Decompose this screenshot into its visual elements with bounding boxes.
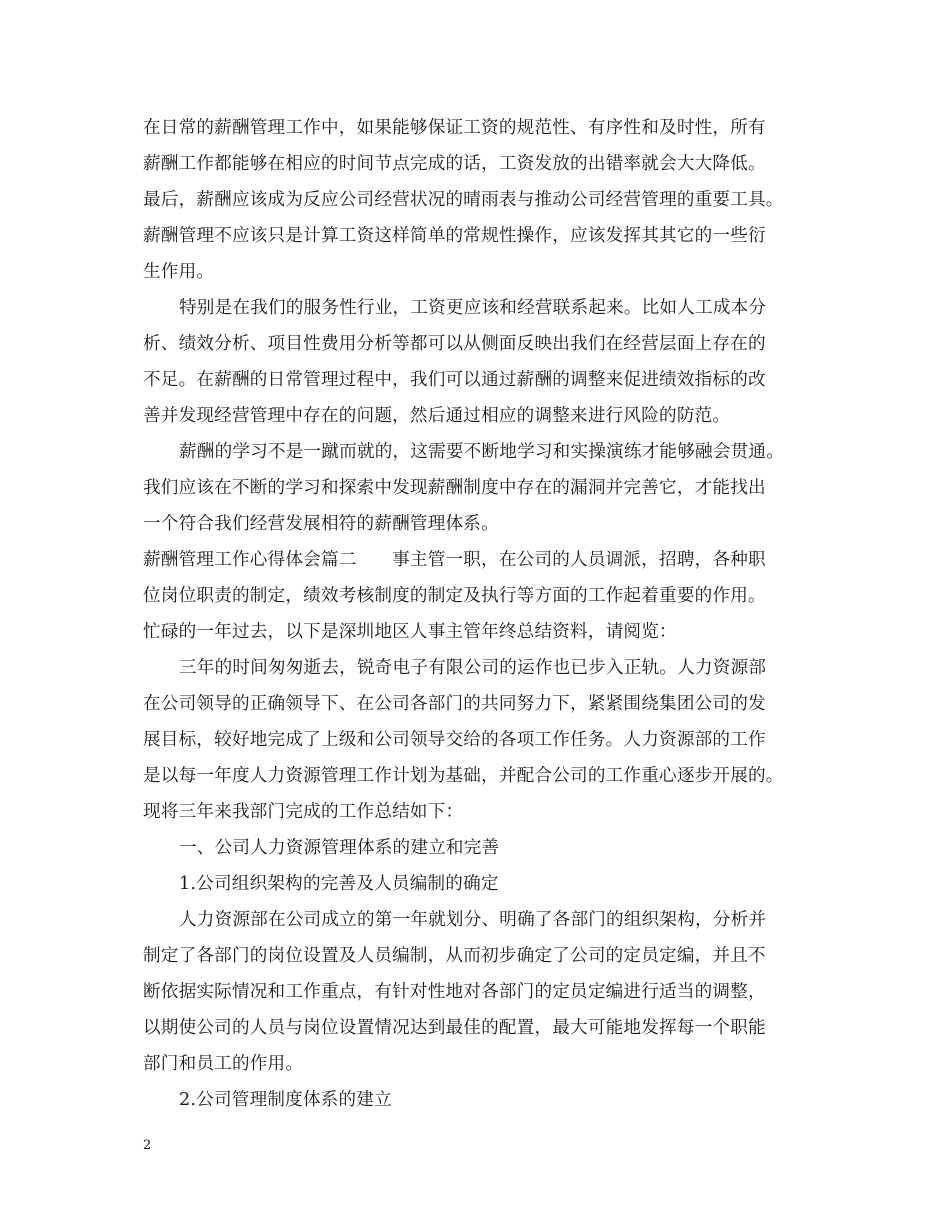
text-line: 不足。在薪酬的日常管理过程中，我们可以通过薪酬的调整来促进绩效指标的改	[143, 370, 766, 390]
text-line: 生作用。	[143, 262, 215, 282]
text-line: 在日常的薪酬管理工作中，如果能够保证工资的规范性、有序性和及时性，所有	[143, 118, 766, 138]
text-line: 在公司领导的正确领导下、在公司各部门的共同努力下，紧紧围绕集团公司的发	[143, 694, 766, 714]
text-line: 部门和员工的作用。	[143, 1054, 304, 1074]
text-line: 忙碌的一年过去，以下是深圳地区人事主管年终总结资料，请阅览：	[143, 622, 677, 642]
text-line: 薪酬工作都能够在相应的时间节点完成的话，工资发放的出错率就会大大降低。	[143, 154, 766, 174]
text-line: 位岗位职责的制定，绩效考核制度的制定及执行等方面的工作起着重要的作用。	[143, 586, 766, 606]
text-line: 三年的时间匆匆逝去，锐奇电子有限公司的运作也已步入正轨。人力资源部	[179, 658, 767, 678]
text-line: 是以每一年度人力资源管理工作计划为基础，并配合公司的工作重心逐步开展的。	[143, 766, 784, 786]
section-heading: 一、公司人力资源管理体系的建立和完善	[179, 838, 500, 858]
subsection-heading: 2.公司管理制度体系的建立	[179, 1090, 392, 1110]
text-line: 我们应该在不断的学习和探索中发现薪酬制度中存在的漏洞并完善它，才能找出	[143, 478, 766, 498]
text-line: 薪酬的学习不是一蹴而就的，这需要不断地学习和实操演练才能够融会贯通。	[179, 442, 784, 462]
text-line: 人力资源部在公司成立的第一年就划分、明确了各部门的组织架构，分析并	[179, 910, 767, 930]
text-line: 析、绩效分析、项目性费用分析等都可以从侧面反映出我们在经营层面上存在的	[143, 334, 766, 354]
text-line: 薪酬管理工作心得体会篇二 事主管一职，在公司的人员调派，招聘，各种职	[143, 550, 766, 570]
text-line: 断依据实际情况和工作重点，有针对性地对各部门的定员定编进行适当的调整，	[143, 982, 766, 1002]
text-line: 以期使公司的人员与岗位设置情况达到最佳的配置，最大可能地发挥每一个职能	[143, 1018, 766, 1038]
text-line: 现将三年来我部门完成的工作总结如下：	[143, 802, 464, 822]
text-line: 特别是在我们的服务性行业，工资更应该和经营联系起来。比如人工成本分	[179, 298, 767, 318]
subsection-heading: 1.公司组织架构的完善及人员编制的确定	[179, 874, 499, 894]
text-line: 制定了各部门的岗位设置及人员编制，从而初步确定了公司的定员定编，并且不	[143, 946, 766, 966]
text-line: 善并发现经营管理中存在的问题，然后通过相应的调整来进行风险的防范。	[143, 406, 731, 426]
page-number: 2	[143, 1138, 152, 1153]
text-line: 展目标，较好地完成了上级和公司领导交给的各项工作任务。人力资源部的工作	[143, 730, 766, 750]
text-line: 最后，薪酬应该成为反应公司经营状况的晴雨表与推动公司经营管理的重要工具。	[143, 190, 784, 210]
text-line: 一个符合我们经营发展相符的薪酬管理体系。	[143, 514, 499, 534]
text-line: 薪酬管理不应该只是计算工资这样简单的常规性操作，应该发挥其其它的一些衍	[143, 226, 766, 246]
